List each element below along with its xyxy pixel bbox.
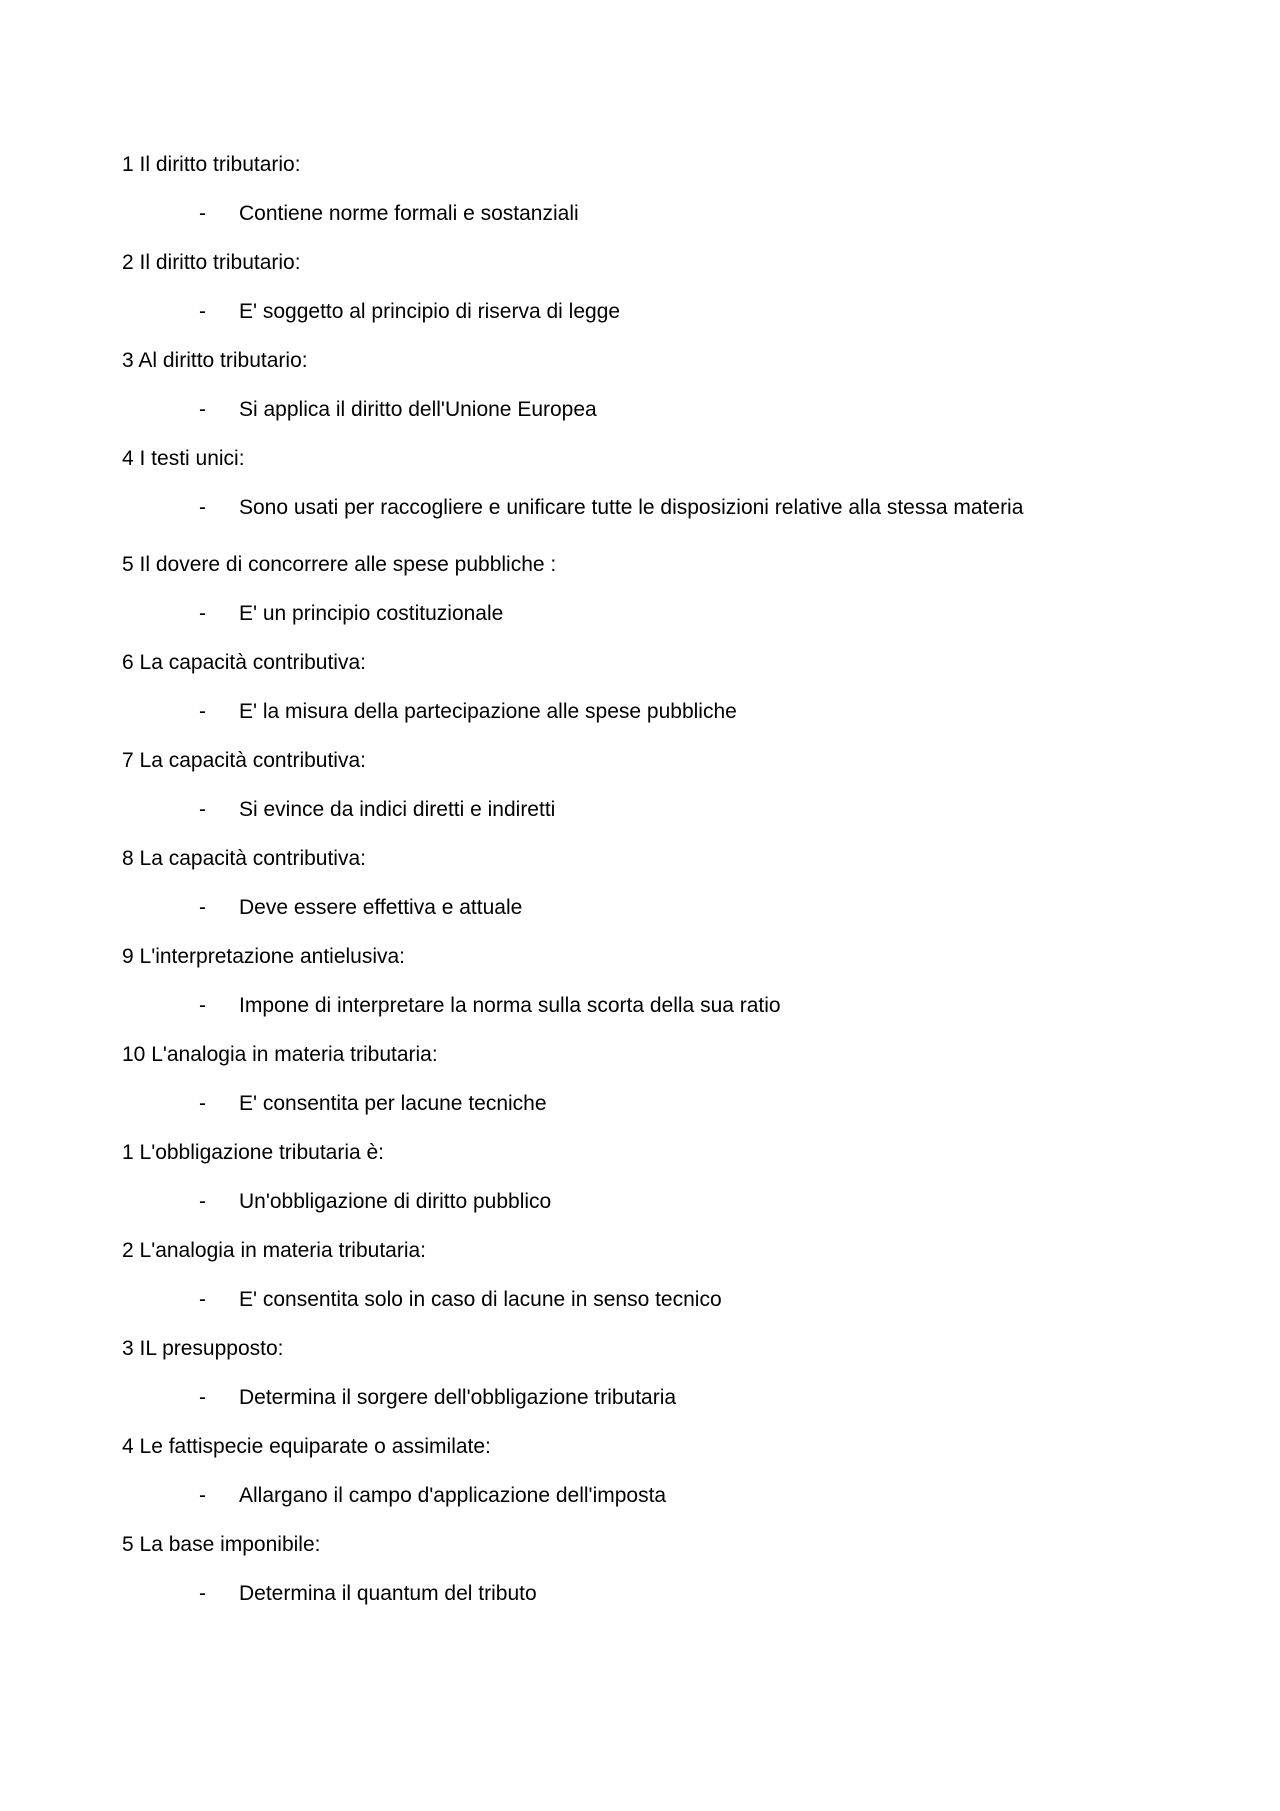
answer-row bbox=[122, 1581, 1182, 1607]
question-text: 2 L'analogia in materia tributaria: bbox=[122, 1239, 427, 1262]
answer-row bbox=[122, 397, 1182, 423]
bullet-dash: - bbox=[199, 602, 206, 625]
bullet-dash: - bbox=[199, 700, 206, 723]
list-item bbox=[122, 152, 1182, 227]
answer-row bbox=[122, 201, 1182, 227]
answer-row bbox=[122, 993, 1182, 1019]
question-text: 7 La capacità contributiva: bbox=[122, 749, 366, 772]
answer-text: Allargano il campo d'applicazione dell'imposta bbox=[239, 1484, 667, 1507]
answer-row bbox=[122, 299, 1182, 325]
answer-text: Sono usati per raccogliere e unificare tutte le disposizioni relative alla stessa materia bbox=[239, 496, 1024, 519]
bullet-dash: - bbox=[199, 300, 206, 323]
list-item bbox=[122, 552, 1182, 627]
answer-row bbox=[122, 1385, 1182, 1411]
bullet-dash: - bbox=[199, 202, 206, 225]
question-text: 8 La capacità contributiva: bbox=[122, 847, 366, 870]
list-item bbox=[122, 1238, 1182, 1313]
answer-row bbox=[122, 1189, 1182, 1215]
list-item bbox=[122, 748, 1182, 823]
bullet-dash: - bbox=[199, 994, 206, 1017]
list-item bbox=[122, 1042, 1182, 1117]
list-item bbox=[122, 1532, 1182, 1607]
answer-row bbox=[122, 495, 1182, 521]
list-item bbox=[122, 1336, 1182, 1411]
list-item bbox=[122, 250, 1182, 325]
list-item bbox=[122, 944, 1182, 1019]
answer-text: E' un principio costituzionale bbox=[239, 602, 504, 625]
bullet-dash: - bbox=[199, 496, 206, 519]
question-text: 6 La capacità contributiva: bbox=[122, 651, 366, 674]
answer-row bbox=[122, 1091, 1182, 1117]
answer-row bbox=[122, 797, 1182, 823]
answer-text: E' soggetto al principio di riserva di legge bbox=[239, 300, 621, 323]
answer-text: Si applica il diritto dell'Unione Europea bbox=[239, 398, 597, 421]
answer-row bbox=[122, 601, 1182, 627]
question-answer-list bbox=[122, 152, 1182, 1630]
answer-row bbox=[122, 1287, 1182, 1313]
answer-text: Contiene norme formali e sostanziali bbox=[239, 202, 579, 225]
list-item bbox=[122, 348, 1182, 423]
question-text: 10 L'analogia in materia tributaria: bbox=[122, 1043, 438, 1066]
bullet-dash: - bbox=[199, 1288, 206, 1311]
answer-row bbox=[122, 895, 1182, 921]
answer-text: E' consentita per lacune tecniche bbox=[239, 1092, 547, 1115]
question-text: 2 Il diritto tributario: bbox=[122, 251, 301, 274]
answer-text: Deve essere effettiva e attuale bbox=[239, 896, 523, 919]
question-text: 5 La base imponibile: bbox=[122, 1533, 321, 1556]
question-text: 1 Il diritto tributario: bbox=[122, 153, 301, 176]
answer-text: Determina il quantum del tributo bbox=[239, 1582, 537, 1605]
answer-text: E' la misura della partecipazione alle spese pubbliche bbox=[239, 700, 737, 723]
bullet-dash: - bbox=[199, 398, 206, 421]
answer-row bbox=[122, 699, 1182, 725]
bullet-dash: - bbox=[199, 1386, 206, 1409]
answer-text: Determina il sorgere dell'obbligazione tributaria bbox=[239, 1386, 677, 1409]
question-text: 1 L'obbligazione tributaria è: bbox=[122, 1141, 385, 1164]
list-item bbox=[122, 650, 1182, 725]
bullet-dash: - bbox=[199, 1190, 206, 1213]
list-item bbox=[122, 846, 1182, 921]
bullet-dash: - bbox=[199, 798, 206, 821]
bullet-dash: - bbox=[199, 1582, 206, 1605]
question-text: 3 IL presupposto: bbox=[122, 1337, 284, 1360]
bullet-dash: - bbox=[199, 1484, 206, 1507]
bullet-dash: - bbox=[199, 1092, 206, 1115]
question-text: 9 L'interpretazione antielusiva: bbox=[122, 945, 406, 968]
question-text: 3 Al diritto tributario: bbox=[122, 349, 308, 372]
bullet-dash: - bbox=[199, 896, 206, 919]
answer-text: Impone di interpretare la norma sulla scorta della sua ratio bbox=[239, 994, 781, 1017]
question-text: 4 Le fattispecie equiparate o assimilate: bbox=[122, 1435, 491, 1458]
list-item bbox=[122, 1140, 1182, 1215]
question-text: 5 Il dovere di concorrere alle spese pubbliche : bbox=[122, 553, 557, 576]
list-item bbox=[122, 446, 1182, 521]
answer-text: Si evince da indici diretti e indiretti bbox=[239, 798, 556, 821]
answer-text: Un'obbligazione di diritto pubblico bbox=[239, 1190, 552, 1213]
list-item bbox=[122, 1434, 1182, 1509]
answer-row bbox=[122, 1483, 1182, 1509]
answer-text: E' consentita solo in caso di lacune in senso tecnico bbox=[239, 1288, 722, 1311]
question-text: 4 I testi unici: bbox=[122, 447, 245, 470]
